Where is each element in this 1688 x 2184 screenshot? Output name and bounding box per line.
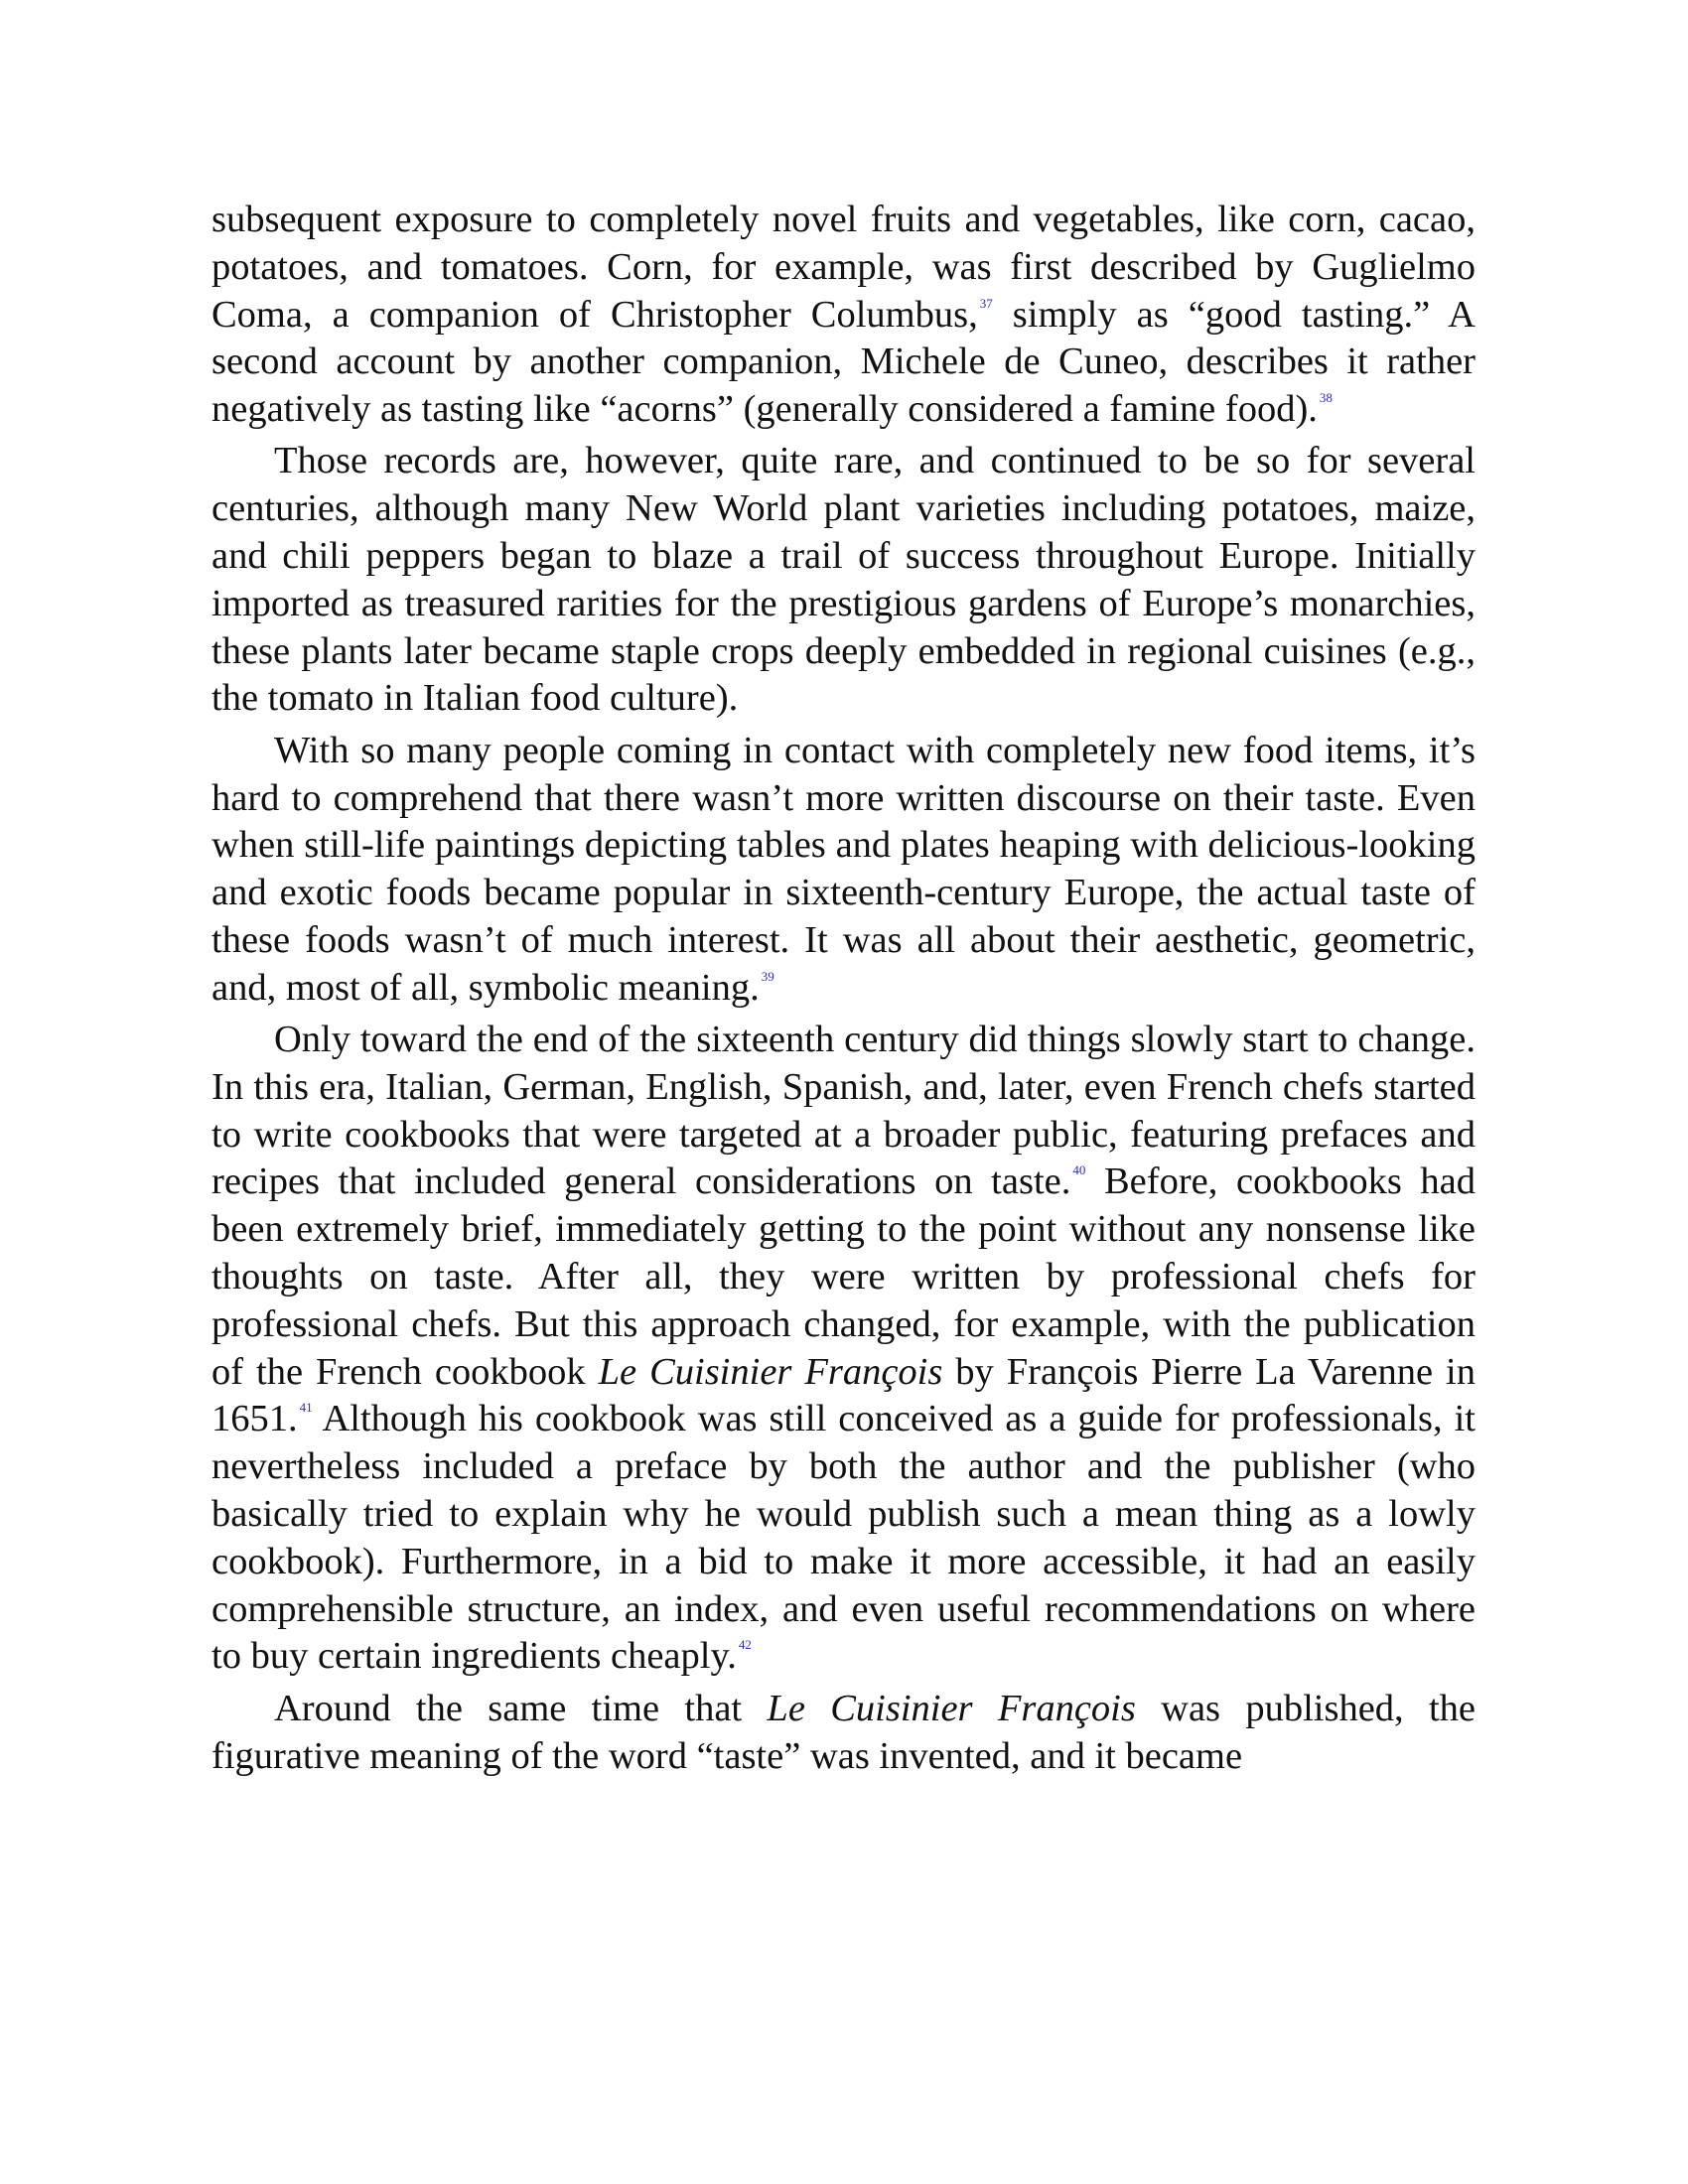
footnote-ref[interactable]: 42 <box>738 1637 752 1653</box>
paragraph <box>211 1686 1476 1781</box>
text-run: Before, cookbooks had been extremely brief, immediately getting to the point without any nonsense like thoughts on taste. After all, they were written by professional chefs for professional chefs. But this approach changed, for example, with the publication of the French cookbook <box>211 1160 1477 1393</box>
text-run: simply as “good tasting.” A second account by another companion, Michele de Cuneo, describes it rather negatively as tasting like “acorns” (generally considered a famine food). <box>211 293 1476 431</box>
text-run: Those records are, however, quite rare, and continued to be so for several centuries, although many New World plant varieties including potatoes, maize, and chili peppers began to blaze a trail of success throughout Europe. Initially imported as treasured rarities for the prestigious gardens of Europe’s monarchies, these plants later became staple crops deeply embedded in regional cuisines (e.g., the tomato in Italian food culture). <box>211 440 1476 720</box>
text-run: by François Pierre La Varenne in 1651. <box>211 1350 1476 1440</box>
paragraph <box>211 728 1476 1013</box>
paragraph <box>211 1017 1476 1681</box>
text-run: Only toward the end of the sixteenth century did things slowly start to change. In this era, Italian, German, English, Spanish, and, later, even French chefs started to write cookbooks that were targeted at a broader public, featuring prefaces and recipes that included general considerations on taste. <box>211 1019 1476 1203</box>
paragraph <box>211 197 1476 434</box>
footnote-ref[interactable]: 41 <box>299 1400 313 1416</box>
text-run: Around the same time that <box>274 1687 768 1729</box>
footnote-ref[interactable]: 37 <box>979 295 993 311</box>
text-run: With so many people coming in contact with completely new food items, it’s hard to comprehend that there wasn’t more written discourse on their taste. Even when still-life paintings depicting tables and plates heaping with delicious-looking and exotic foods became popular in sixteenth-century Europe, the actual taste of these foods wasn’t of much interest. It was all about their aesthetic, geometric, and, most of all, symbolic meaning. <box>211 729 1476 1009</box>
footnote-ref[interactable]: 38 <box>1319 390 1333 406</box>
text-run: subsequent exposure to completely novel fruits and vegetables, like corn, cacao, potatoes, and tomatoes. Corn, for example, was first described by Guglielmo Coma, a companion of Christopher Columbus, <box>211 199 1476 336</box>
book-title: Le Cuisinier François <box>767 1687 1136 1729</box>
book-title: Le Cuisinier François <box>598 1350 943 1393</box>
paragraph <box>211 438 1476 723</box>
footnote-ref[interactable]: 40 <box>1072 1162 1086 1178</box>
text-run: Although his cookbook was still conceived as a guide for professionals, it nevertheless included a preface by both the author and the publisher (who basically tried to explain why he would publish such a mean thing as a lowly cookbook). Furthermore, in a bid to make it more accessible, it had an easily comprehensible structure, an index, and even useful recommendations on where to buy certain ingredients cheaply. <box>211 1398 1476 1678</box>
text-run: was published, the figurative meaning of the word “taste” was invented, and it became <box>211 1687 1476 1777</box>
book-page <box>211 197 1476 1785</box>
footnote-ref[interactable]: 39 <box>761 968 774 984</box>
